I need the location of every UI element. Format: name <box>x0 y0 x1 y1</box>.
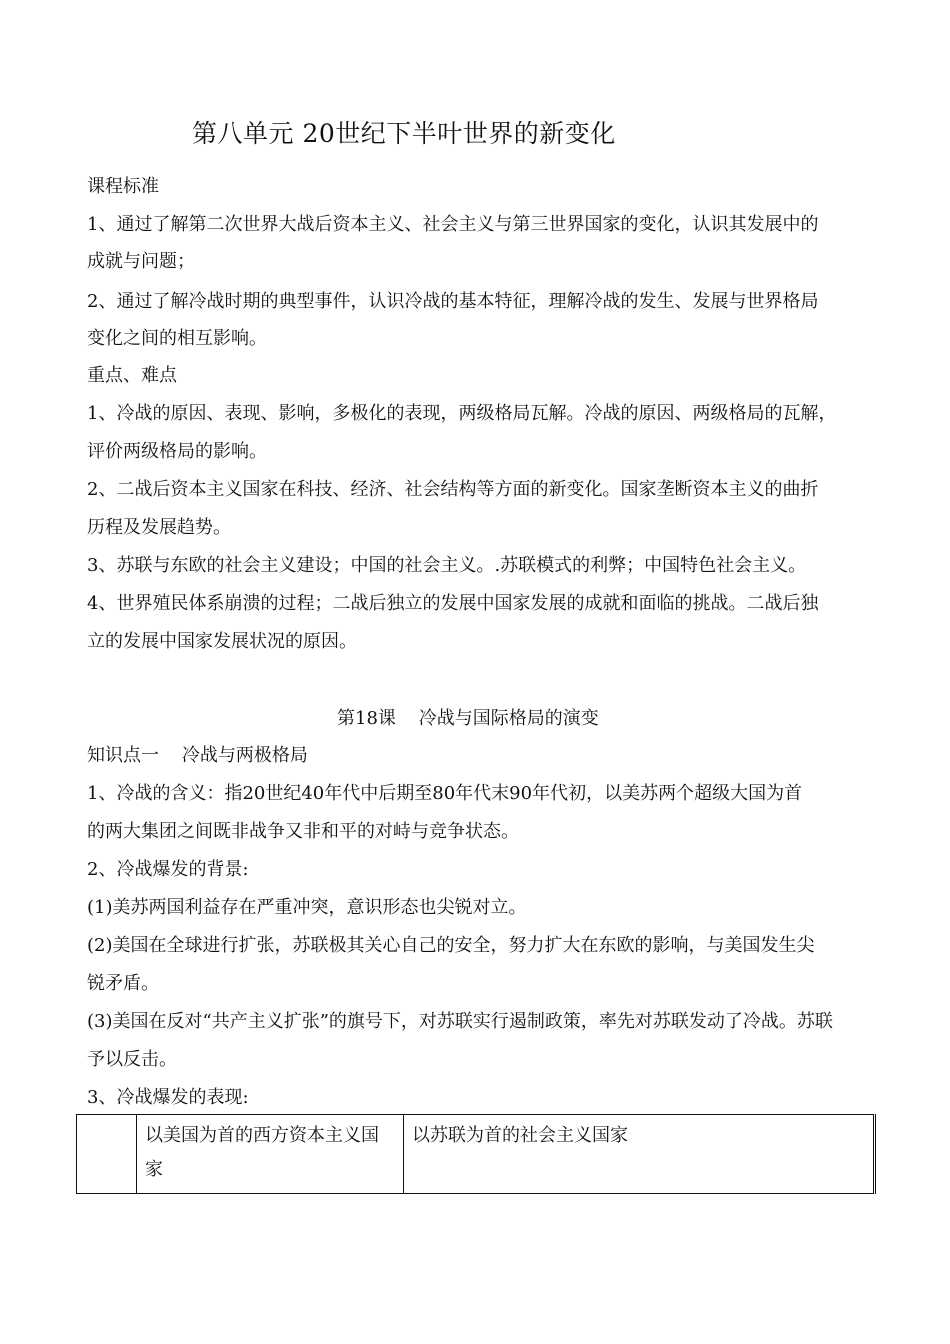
table-row <box>77 1115 875 1194</box>
standard-1-line-1: 1、通过了解第二次世界大战后资本主义、社会主义与第三世界国家的变化，认识其发展中的 <box>87 214 819 235</box>
background-heading: 2、冷战爆发的背景: <box>87 859 249 880</box>
background-item-3-line-2: 予以反击。 <box>87 1049 177 1070</box>
key-point-4-line-1: 4、世界殖民体系崩溃的过程；二战后独立的发展中国家发展的成就和面临的挑战。二战后独 <box>87 593 819 614</box>
manifestation-heading: 3、冷战爆发的表现: <box>87 1087 249 1108</box>
background-item-2-line-1: (2)美国在全球进行扩张，苏联极其关心自己的安全，努力扩大在东欧的影响，与美国发生尖 <box>87 935 815 956</box>
key-point-1-line-2: 评价两级格局的影响。 <box>87 441 267 462</box>
comparison-table <box>76 1114 876 1194</box>
standards-heading: 课程标准 <box>87 176 159 197</box>
unit-title: 第八单元 20世纪下半叶世界的新变化 <box>192 119 616 148</box>
key-point-3: 3、苏联与东欧的社会主义建设；中国的社会主义。.苏联模式的利弊；中国特色社会主义。 <box>87 555 807 576</box>
table-header-blank-cell <box>77 1115 137 1194</box>
standard-1-line-2: 成就与问题； <box>87 251 195 272</box>
background-item-3-line-1: (3)美国在反对“共产主义扩张”的旗号下，对苏联实行遏制政策，率先对苏联发动了冷战。苏联 <box>87 1011 833 1032</box>
cold-war-definition-line-1: 1、冷战的含义：指20世纪40年代中后期至80年代末90年代初，以美苏两个超级大国为首 <box>87 783 803 804</box>
knowledge-point-1-heading: 知识点一 冷战与两极格局 <box>87 745 308 766</box>
background-item-1: (1)美苏两国利益存在严重冲突，意识形态也尖锐对立。 <box>87 897 527 918</box>
table-header-west: 以美国为首的西方资本主义国家 <box>137 1115 404 1194</box>
key-point-1-line-1: 1、冷战的原因、表现、影响，多极化的表现，两级格局瓦解。冷战的原因、两级格局的瓦解， <box>87 403 837 424</box>
standard-2-line-2: 变化之间的相互影响。 <box>87 328 267 349</box>
key-point-4-line-2: 立的发展中国家发展状况的原因。 <box>87 631 357 652</box>
standard-2-line-1: 2、通过了解冷战时期的典型事件，认识冷战的基本特征，理解冷战的发生、发展与世界格局 <box>87 291 819 312</box>
background-item-2-line-2: 锐矛盾。 <box>87 973 159 994</box>
key-points-heading: 重点、难点 <box>87 365 177 386</box>
key-point-2-line-1: 2、二战后资本主义国家在科技、经济、社会结构等方面的新变化。国家垄断资本主义的曲折 <box>87 479 819 500</box>
lesson-title: 第18课 冷战与国际格局的演变 <box>337 708 599 729</box>
key-point-2-line-2: 历程及发展趋势。 <box>87 517 231 538</box>
cold-war-definition-line-2: 的两大集团之间既非战争又非和平的对峙与竞争状态。 <box>87 821 519 842</box>
table-header-east: 以苏联为首的社会主义国家 <box>404 1115 875 1194</box>
